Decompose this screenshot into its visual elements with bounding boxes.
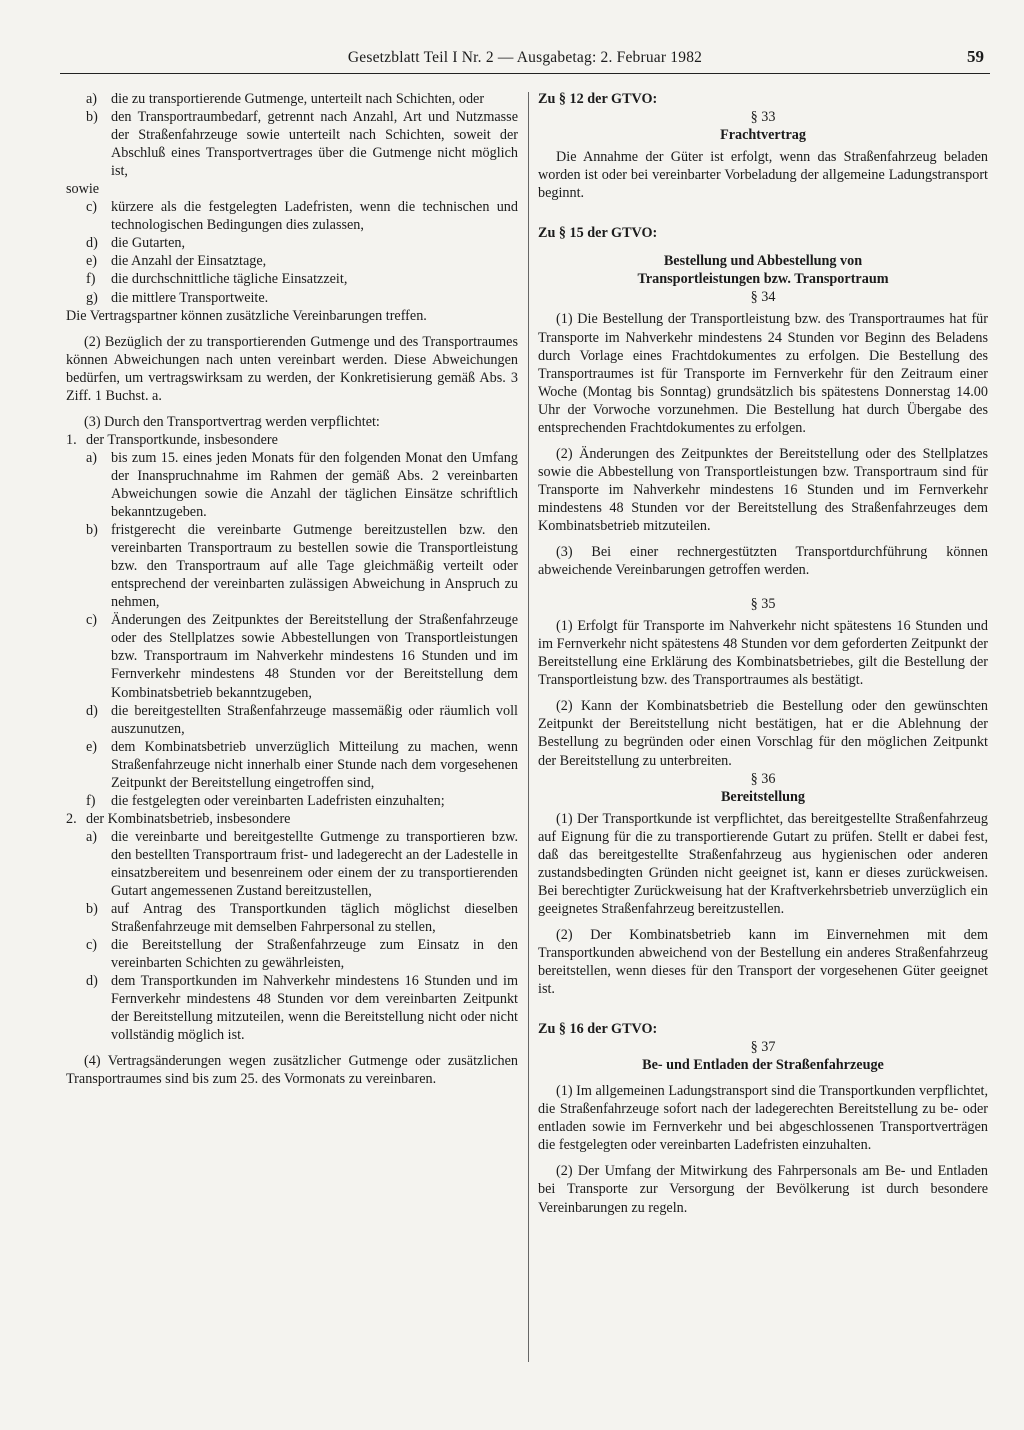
item-label: c): [86, 199, 98, 216]
paragraph: (1) Erfolgt für Transporte im Nahverkehr nicht spätestens 16 Stunden und im Fernverkehr nicht spätestens 48 Stunden vor dem geforderten Zeitpunkt der Bereitstellung eine Erklärung des Kombinatsbetriebes, gilt die Bestellung der Transportleistung bzw. des Transportraumes als bestätigt.: [538, 618, 988, 689]
item-text: die zu transportierende Gutmenge, unterteilt nach Schichten, oder: [111, 91, 485, 107]
item-text: auf Antrag des Transportkunden täglich möglichst dieselben Straßenfahrzeuge mit demselben Fahrpersonal zu stellen,: [111, 901, 518, 936]
paragraph-number: § 34: [750, 289, 776, 306]
item-label: b): [86, 109, 98, 126]
item-label: b): [86, 522, 98, 539]
paragraph: (2) Der Kombinatsbetrieb kann im Einvernehmen mit dem Transportkunden abweichend von der Bestellung ein anderes Straßenfahrzeug bereitstellen, wenn dieses für den Transport der vorgesehenen Güter geeignet ist.: [538, 926, 988, 998]
item-label: a): [86, 828, 98, 845]
item-text: die durchschnittliche tägliche Einsatzzeit,: [111, 271, 348, 288]
paragraph: (3) Bei einer rechnergestützten Transportdurchführung können abweichende Vereinbarungen getroffen werden.: [538, 544, 988, 579]
item-label: d): [86, 702, 98, 719]
list-item: [66, 611, 518, 701]
section-title: Bestellung und Abbestellung von: [663, 253, 863, 270]
section-title: Frachtvertrag: [720, 127, 806, 144]
numbered-item: [66, 431, 518, 449]
section-reference: Zu § 12 der GTVO:: [538, 91, 658, 107]
item-label: c): [86, 937, 98, 954]
item-label: c): [86, 612, 98, 629]
item-text: die Anzahl der Einsatztage,: [111, 253, 267, 270]
right-column: [538, 90, 988, 1217]
paragraph-number: § 36: [750, 770, 776, 787]
item-label: d): [86, 973, 98, 990]
item-text: die Bereitstellung der Straßenfahrzeuge zum Einsatz in den vereinbarten Schichten zu gewährleisten,: [111, 937, 518, 972]
paragraph: (2) Bezüglich der zu transportierenden Gutmenge und des Transportraumes können Abweichungen nach unten vereinbart werden. Diese Abweichungen bedürfen, um vertragswirksam zu werden, der Konkretisierung gemäß Abs. 3 Ziff. 1 Buchst. a.: [66, 333, 518, 404]
item-label: e): [86, 253, 98, 270]
item-text: der Transportkunde, insbesondere: [86, 431, 278, 448]
list-item: [66, 828, 518, 900]
item-label: e): [86, 738, 98, 755]
item-text: Änderungen des Zeitpunktes der Bereitstellung der Straßenfahrzeuge oder des Stellplatzes sowie Abbestellungen von Transportleistungen bzw. Transportraum im Nahverkehr mindestens 16 Stunden und im Fernverkehr mindestens 48 Stunden vor der Bereitstellung dem Kombinatsbetrieb bekanntzugeben,: [111, 612, 518, 701]
paragraph: (1) Im allgemeinen Ladungstransport sind die Transportkunden verpflichtet, die Straßenfahrzeuge sofort nach der ladegerechten Bereitstellung zu be- oder entladen sowie im Fernverkehr und bei abgeschlossenen Transportverträgen die festgelegten oder vereinbarten Ladefristen einzuhalten.: [538, 1083, 988, 1154]
paragraph: (3) Durch den Transportvertrag werden verpflichtet:: [84, 413, 380, 430]
section-title: Bereitstellung: [720, 788, 806, 805]
item-text: fristgerecht die vereinbarte Gutmenge bereitzustellen bzw. den vereinbarten Transportraum zu bestellen sowie die Transportleistung bzw. den Transportraum auf alle Tage gleichmäßig verteilt oder entsprechend der vereinbarten zulässigen Abweichung in Anspruch zu nehmen,: [111, 522, 518, 611]
section-reference: Zu § 15 der GTVO:: [538, 225, 658, 242]
item-text: dem Transportkunden im Nahverkehr mindestens 16 Stunden und im Fernverkehr mindestens 48 Stunden vor dem vereinbarten Zeitpunkt der Bereitstellung mitzuteilen, wenn die Bereitstellung nicht oder nicht vollständig möglich ist.: [111, 973, 518, 1044]
section-title: Be- und Entladen der Straßenfahrzeuge: [642, 1057, 884, 1074]
item-text: kürzere als die festgelegten Ladefristen, wenn die technischen und technologischen Bedingungen dies zulassen,: [111, 199, 518, 234]
paragraph: Die Vertragspartner können zusätzliche Vereinbarungen treffen.: [66, 307, 427, 324]
list-item: [66, 702, 518, 738]
item-text: der Kombinatsbetrieb, insbesondere: [86, 810, 291, 827]
column-divider: [528, 92, 529, 1362]
list-item: [66, 270, 518, 288]
section-title: Transportleistungen bzw. Transportraum: [637, 271, 889, 288]
page-header: [60, 47, 990, 74]
list-item: [66, 108, 518, 180]
paragraph: (2) Kann der Kombinatsbetrieb die Bestellung oder den gewünschten Zeitpunkt der Bereitstellung nicht bestätigen, hat er die Ablehnung der Bestellung zu begründen oder einen Vorschlag für den möglichen Zeitpunkt der Bereitstellung zu unterbreiten.: [538, 698, 988, 769]
left-column: [66, 90, 518, 1089]
item-text: die vereinbarte und bereitgestellte Gutmenge zu transportieren bzw. den bestellten Transportraum frist- und ladegerecht an der Ladestelle in einsatzbereitem und besenreinem oder einem der zu transportierenden Gutart angemessenen Zustand bereitzustellen,: [111, 828, 518, 900]
list-item: [66, 900, 518, 936]
item-label: 2.: [66, 810, 77, 827]
paragraph: (1) Der Transportkunde ist verpflichtet, das bereitgestellte Straßenfahrzeug auf Eignung für die zu transportierende Gutart zu prüfen. Stellt er dabei fest, daß das bereitgestellte Straßenfahrzeug aus hygienischen oder anderen zustandsbedingten Gründen nicht geeignet ist, kann er dieses zurückweisen. Bei berechtigter Zurückweisung hat der Kraftverkehrsbetrieb unverzüglich ein geeignetes Straßenfahrzeug bereitzustellen.: [538, 810, 988, 917]
paragraph: (4) Vertragsänderungen wegen zusätzlicher Gutmenge oder zusätzlichen Transportraumes sind bis zum 25. des Vormonats zu vereinbaren.: [66, 1053, 518, 1088]
item-label: a): [86, 91, 98, 107]
paragraph: (1) Die Bestellung der Transportleistung bzw. des Transportraumes hat für Transporte im Nahverkehr mindestens 24 Stunden vor Beginn des Beladens durch Vorlage eines Frachtdokumentes zu erfolgen. Die Bestellung des Transportraumes ist für Transporte im Fernverkehr für den Zeitraum einer Woche (Montag bis Sonntag) grundsätzlich bis spätestens Donnerstag 14.00 Uhr der Vorwoche vorzunehmen. Die Bestellung hat durch Übergabe des entsprechenden Frachtdokumentes zu erfolgen.: [538, 311, 988, 436]
paragraph: (2) Änderungen des Zeitpunktes der Bereitstellung oder des Stellplatzes sowie die Abbestellung von Transportleistungen bzw. Transportraum sind für Transporte im Nahverkehr mindestens 16 Stunden und im Fernverkehr mindestens 48 Stunden vor der Bereitstellung des Straßenfahrzeuges dem Kombinatsbetrieb mitzuteilen.: [538, 445, 988, 534]
item-text: die Gutarten,: [111, 235, 186, 252]
paragraph: Die Annahme der Güter ist erfolgt, wenn das Straßenfahrzeug beladen worden ist oder bei vereinbarter Vorbeladung der allgemeine Ladungstransport beginnt.: [538, 149, 988, 202]
list-item: [66, 198, 518, 234]
page-number: 59: [967, 47, 984, 66]
item-text: die festgelegten oder vereinbarten Ladefristen einzuhalten;: [111, 792, 445, 809]
list-item: [66, 936, 518, 972]
list-item: [66, 234, 518, 252]
item-label: g): [86, 289, 98, 306]
sowie-text: sowie: [66, 181, 100, 198]
paragraph: (2) Der Umfang der Mitwirkung des Fahrpersonals am Be- und Entladen bei Transporte zur Versorgung der Bevölkerung ist durch besondere Vereinbarungen zu regeln.: [538, 1163, 988, 1216]
list-item: [66, 792, 518, 810]
paragraph-number: § 33: [750, 109, 776, 126]
list-item: [66, 252, 518, 270]
list-item: [66, 90, 518, 108]
item-text: die mittlere Transportweite.: [111, 289, 269, 306]
paragraph-number: § 35: [750, 596, 776, 613]
item-label: b): [86, 901, 98, 918]
item-label: a): [86, 449, 98, 466]
item-text: den Transportraumbedarf, getrennt nach Anzahl, Art und Nutzmasse der Straßenfahrzeuge sowie unterteilt nach Schichten, soweit der Abschluß eines Transportvertrages über die Gutmenge nicht möglich ist,: [111, 109, 518, 180]
list-item: [66, 738, 518, 792]
item-label: d): [86, 235, 98, 252]
item-text: die bereitgestellten Straßenfahrzeuge massemäßig oder räumlich voll auszunutzen,: [111, 702, 518, 737]
item-label: f): [86, 792, 96, 809]
section-reference: Zu § 16 der GTVO:: [538, 1021, 658, 1038]
item-text: bis zum 15. eines jeden Monats für den folgenden Monat den Umfang der Inanspruchnahme im Rahmen der gemäß Abs. 2 vereinbarten Abweichungen sowie die Anzahl der täglichen Einsätze schriftlich bekanntzugeben.: [111, 449, 518, 521]
item-label: f): [86, 271, 96, 288]
item-text: dem Kombinatsbetrieb unverzüglich Mitteilung zu machen, wenn Straßenfahrzeuge nicht innerhalb einer Stunde nach dem vorgesehenen Zeitpunkt der Bereitstellung eingetroffen sind,: [111, 738, 518, 791]
header-title: Gesetzblatt Teil I Nr. 2 — Ausgabetag: 2. Februar 1982: [347, 49, 703, 66]
list-item: [66, 289, 518, 307]
item-label: 1.: [66, 431, 77, 448]
numbered-item: [66, 810, 518, 828]
list-item: [66, 972, 518, 1044]
list-item: [66, 521, 518, 611]
paragraph-number: § 37: [750, 1039, 776, 1056]
list-item: [66, 449, 518, 521]
